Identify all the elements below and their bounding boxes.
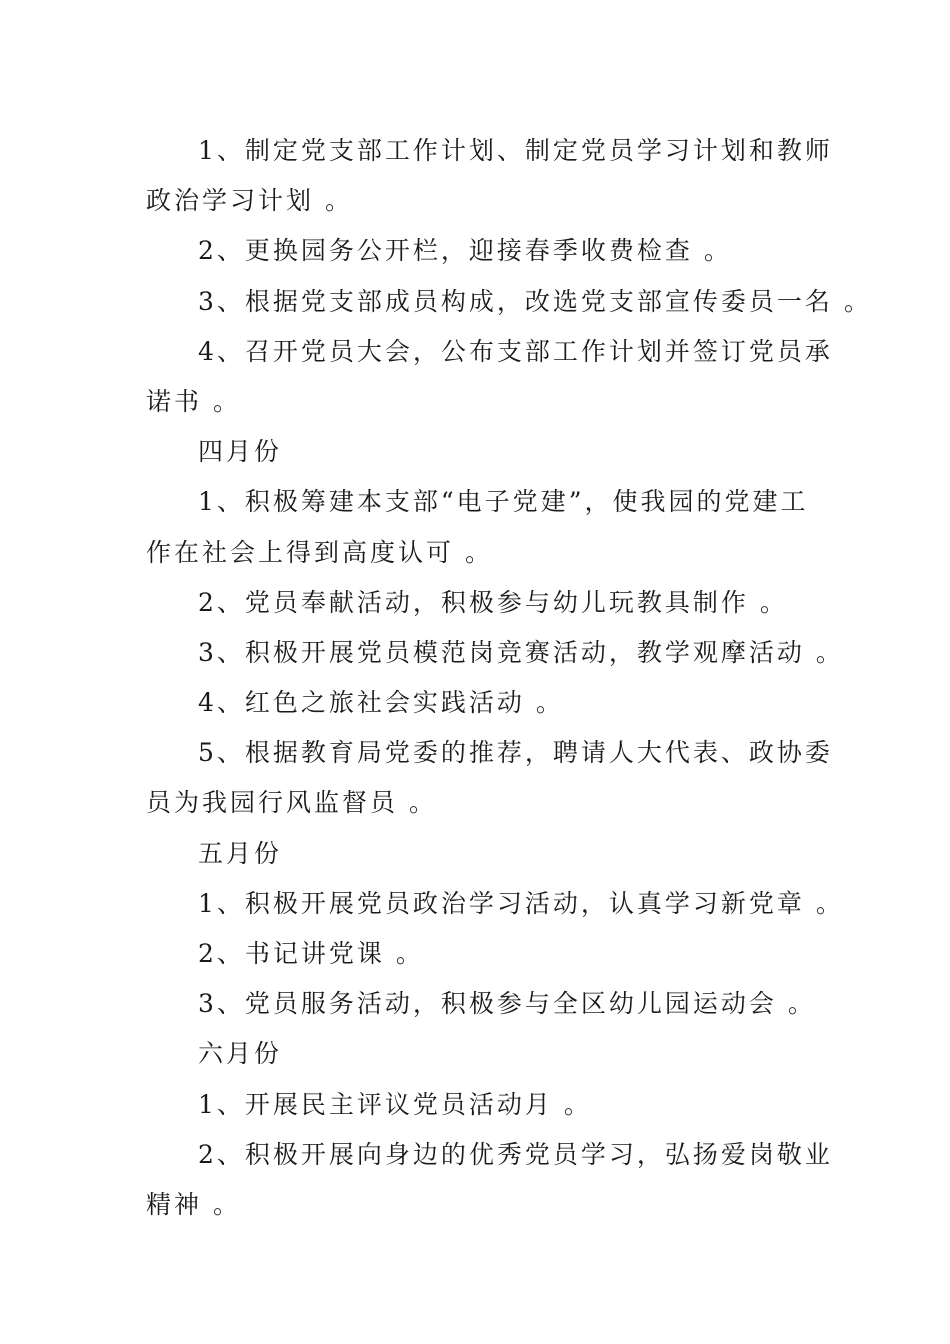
text-line: 3、积极开展党员模范岗竞赛活动，教学观摩活动 。 <box>198 637 844 667</box>
text-line: 4、召开党员大会，公布支部工作计划并签订党员承 <box>198 336 833 366</box>
text-line: 5、根据教育局党委的推荐，聘请人大代表、政协委 <box>198 738 833 768</box>
text-line: 2、党员奉献活动，积极参与幼儿玩教具制作 。 <box>198 587 788 617</box>
text-line: 六月份 <box>198 1039 283 1069</box>
text-line: 3、根据党支部成员构成，改选党支部宣传委员一名 。 <box>198 286 872 316</box>
text-line: 3、党员服务活动，积极参与全区幼儿园运动会 。 <box>198 989 816 1019</box>
text-line: 2、积极开展向身边的优秀党员学习，弘扬爱岗敬业 <box>198 1139 833 1169</box>
text-line: 1、制定党支部工作计划、制定党员学习计划和教师 <box>198 136 833 165</box>
text-line: 四月份 <box>198 437 283 467</box>
text-line: 4、红色之旅社会实践活动 。 <box>198 688 564 718</box>
text-line: 1、积极筹建本支部“电子党建”，使我园的党建工 <box>198 487 809 517</box>
text-line: 政治学习计划 。 <box>146 186 353 216</box>
text-line: 1、开展民主评议党员活动月 。 <box>198 1089 592 1119</box>
text-line: 五月份 <box>198 838 283 868</box>
text-line: 2、更换园务公开栏，迎接春季收费检查 。 <box>198 236 732 266</box>
text-line: 诺书 。 <box>146 386 241 416</box>
document-body <box>146 126 872 1230</box>
text-line: 2、书记讲党课 。 <box>198 939 424 968</box>
text-line: 1、积极开展党员政治学习活动，认真学习新党章 。 <box>198 888 844 918</box>
text-line: 员为我园行风监督员 。 <box>146 788 437 818</box>
text-line: 作在社会上得到高度认可 。 <box>146 537 493 567</box>
text-line: 精神 。 <box>146 1189 241 1219</box>
